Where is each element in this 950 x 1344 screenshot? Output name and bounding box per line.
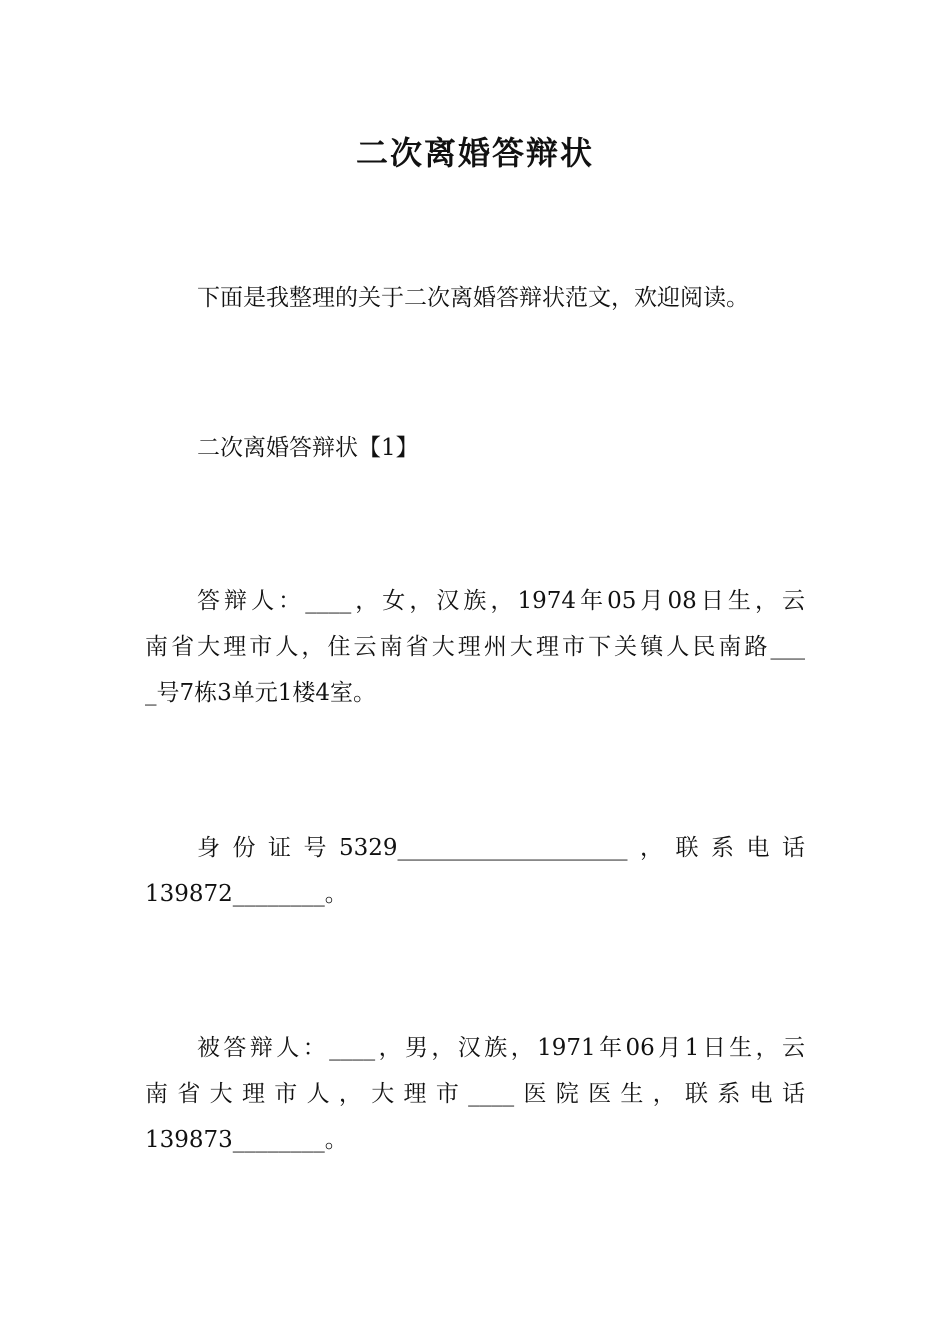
plaintiff-line-3: 139873________。: [145, 1127, 348, 1153]
respondent-line-1: 答辩人：____，女，汉族，1974年05月08日生，云: [197, 588, 805, 614]
plaintiff-line-1: 被答辩人：____，男，汉族，1971年06月1日生，云: [197, 1035, 805, 1061]
document-title: 二次离婚答辩状: [355, 134, 594, 172]
plaintiff-paragraph: [145, 1025, 805, 1163]
section-heading: 二次离婚答辩状【1】: [197, 435, 419, 461]
respondent-paragraph: [145, 578, 805, 716]
plaintiff-line-2: 南省大理市人，大理市____医院医生，联系电话: [145, 1081, 805, 1107]
id-contact-line-1: 身份证号5329____________________，联系电话: [197, 835, 805, 861]
id-contact-paragraph: [145, 825, 805, 917]
respondent-line-3: _号7栋3单元1楼4室。: [145, 680, 377, 706]
respondent-line-2: 南省大理市人，住云南省大理州大理市下关镇人民南路___: [145, 634, 805, 660]
intro-paragraph: 下面是我整理的关于二次离婚答辩状范文，欢迎阅读。: [197, 285, 749, 311]
id-contact-line-2: 139872________。: [145, 881, 348, 907]
